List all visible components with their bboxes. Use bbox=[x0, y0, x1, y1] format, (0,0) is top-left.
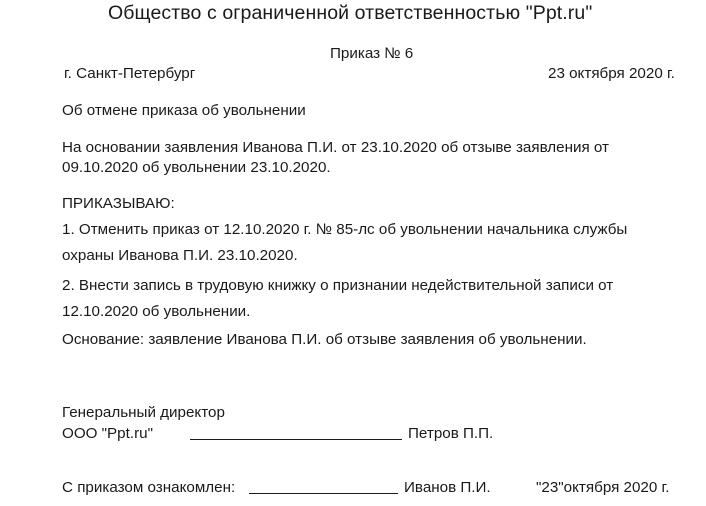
order-subject: Об отмене приказа об увольнении bbox=[62, 102, 306, 119]
order-number: Приказ № 6 bbox=[330, 45, 414, 62]
order-grounds: Основание: заявление Иванова П.И. об отзыве заявления об увольнении. bbox=[62, 331, 587, 348]
order-date: 23 октября 2020 г. bbox=[548, 65, 675, 82]
acknowledgement-label: С приказом ознакомлен: bbox=[62, 479, 236, 496]
acknowledgement-signature-line bbox=[249, 493, 398, 494]
signature-name: Петров П.П. bbox=[408, 425, 494, 442]
signature-position: Генеральный директор bbox=[62, 404, 225, 421]
company-title: Общество с ограниченной ответственностью "Ppt.ru" bbox=[108, 2, 593, 24]
basis-line-2: 09.10.2020 об увольнении 23.10.2020. bbox=[62, 159, 331, 176]
signature-company: ООО "Ppt.ru" bbox=[62, 425, 153, 442]
acknowledgement-name: Иванов П.И. bbox=[404, 479, 491, 496]
city: г. Санкт-Петербург bbox=[64, 65, 196, 82]
order-heading: ПРИКАЗЫВАЮ: bbox=[62, 195, 175, 212]
order-item-2-line-1: 2. Внести запись в трудовую книжку о признании недействительной записи от bbox=[62, 277, 614, 294]
basis-line-1: На основании заявления Иванова П.И. от 23.10.2020 об отзыве заявления от bbox=[62, 139, 609, 156]
order-item-1-line-2: охраны Иванова П.И. 23.10.2020. bbox=[62, 247, 298, 264]
signature-line bbox=[190, 439, 402, 440]
order-item-2-line-2: 12.10.2020 об увольнении. bbox=[62, 303, 251, 320]
order-item-1-line-1: 1. Отменить приказ от 12.10.2020 г. № 85-лс об увольнении начальника службы bbox=[62, 221, 628, 238]
acknowledgement-date: "23"октября 2020 г. bbox=[536, 479, 670, 496]
